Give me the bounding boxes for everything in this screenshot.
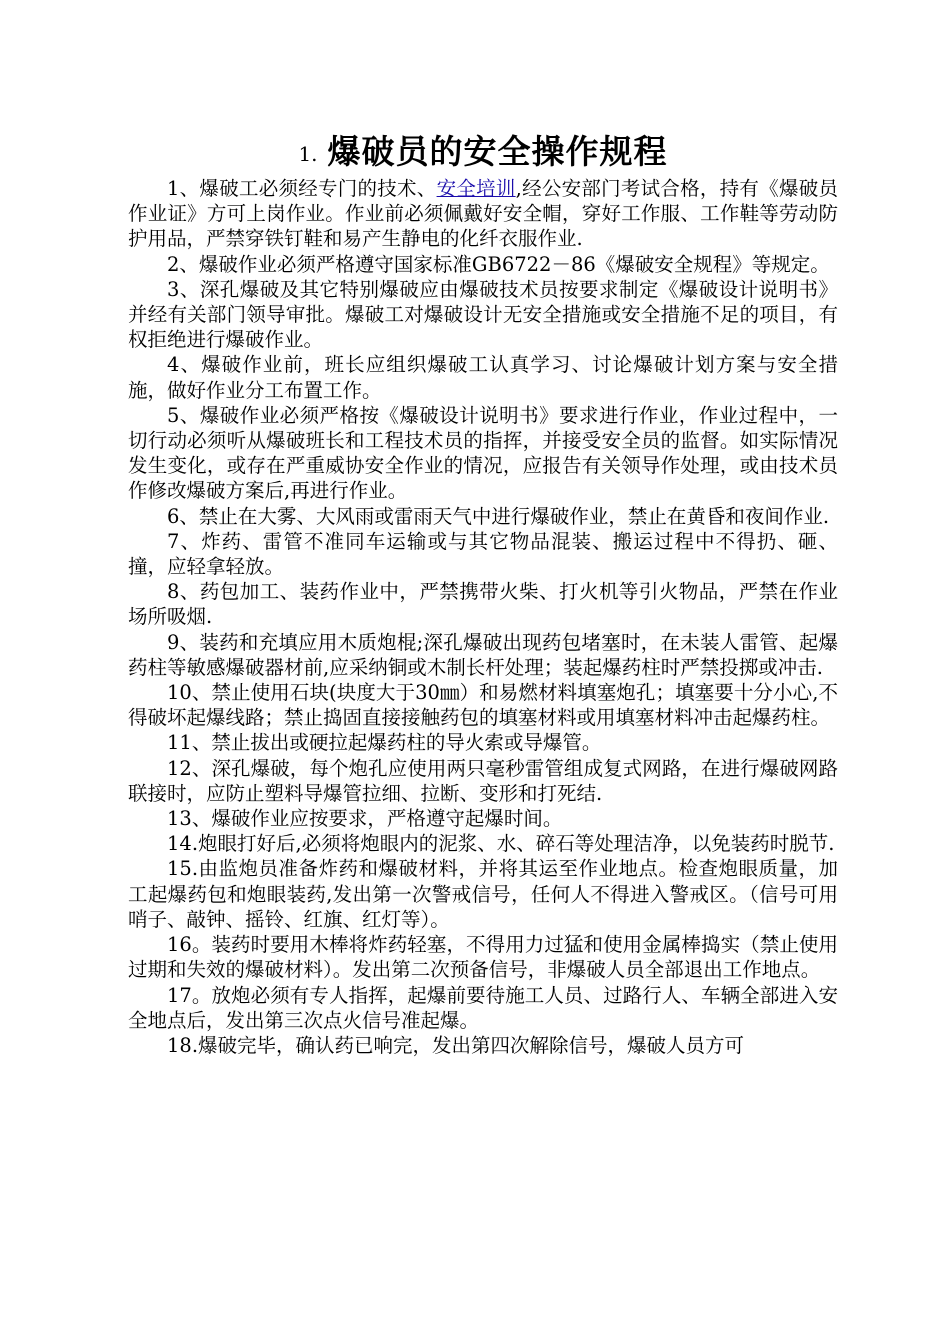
paragraph-5: 5、爆破作业必须严格按《爆破设计说明书》要求进行作业，作业过程中，一切行动必须听从爆破班长和工程技术员的指挥，并接受安全员的监督。如实际情况发生变化，或存在严重威协安全作业的情况，应报告有关领导作处理，或由技术员作修改爆破方案后,再进行作业。 (128, 403, 838, 503)
paragraph-12: 12、深孔爆破，每个炮孔应使用两只毫秒雷管组成复式网路，在进行爆破网路联接时，应防止塑料导爆管拉细、拉断、变形和打死结. (128, 756, 838, 805)
paragraph-16: 16。装药时要用木棒将炸药轻塞，不得用力过猛和使用金属棒捣实（禁止使用过期和失效的爆破材料）。发出第二次预备信号，非爆破人员全部退出工作地点。 (128, 933, 838, 982)
paragraph-10: 10、禁止使用石块(块度大于30㎜）和易燃材料填塞炮孔；填塞要十分小心,不得破坏起爆线路；禁止捣固直接接触药包的填塞材料或用填塞材料冲击起爆药柱。 (128, 681, 838, 730)
paragraph-9: 9、装药和充填应用木质炮棍;深孔爆破出现药包堵塞时，在未装人雷管、起爆药柱等敏感爆破器材前,应采纳铜或木制长杆处理；装起爆药柱时严禁投掷或冲击. (128, 630, 838, 679)
paragraph-3: 3、深孔爆破及其它特别爆破应由爆破技术员按要求制定《爆破设计说明书》并经有关部门领导审批。爆破工对爆破设计无安全措施或安全措施不足的项目，有权拒绝进行爆破作业。 (128, 277, 838, 352)
paragraph-7: 7、炸药、雷管不准同车运输或与其它物品混装、搬运过程中不得扔、砸、撞，应轻拿轻放。 (128, 529, 838, 579)
paragraph-1-text-after: ,经公安部门考试合格，持有《爆破员作业证》方可上岗作业。作业前必须佩戴好安全帽，穿好工作服、工作鞋等劳动防护用品，严禁穿铁钉鞋和易产生静电的化纤衣服作业. (128, 177, 838, 251)
paragraph-15: 15.由监炮员准备炸药和爆破材料，并将其运至作业地点。检查炮眼质量，加工起爆药包和炮眼装药,发出第一次警戒信号，任何人不得进入警戒区。（信号可用哨子、敲钟、摇铃、红旗、红灯等）。 (128, 857, 838, 931)
title-text: 爆破员的安全操作规程 (327, 132, 668, 171)
paragraph-2: 2、爆破作业必须严格遵守国家标准GB6722－86《爆破安全规程》等规定。 (167, 252, 830, 276)
paragraph-4: 4、爆破作业前，班长应组织爆破工认真学习、讨论爆破计划方案与安全措施，做好作业分工布置工作。 (128, 353, 838, 402)
paragraph-1-text-before: 1、爆破工必须经专门的技术、 (167, 177, 437, 200)
document-page (128, 130, 838, 1058)
paragraph-6: 6、禁止在大雾、大风雨或雷雨天气中进行爆破作业，禁止在黄昏和夜间作业. (167, 504, 830, 528)
paragraph-14: 14.炮眼打好后,必须将炮眼内的泥浆、水、碎石等处理洁净，以免装药时脱节. (167, 832, 835, 856)
title-number: 1. (298, 142, 318, 166)
paragraph-13: 13、爆破作业应按要求，严格遵守起爆时间。 (167, 807, 563, 831)
paragraph-18: 18.爆破完毕，确认药已响完，发出第四次解除信号，爆破人员方可 (167, 1033, 745, 1057)
paragraph-8: 8、药包加工、装药作业中，严禁携带火柴、打火机等引火物品，严禁在作业场所吸烟. (128, 580, 838, 629)
safety-training-link[interactable]: 安全培训 (436, 177, 516, 200)
paragraph-17: 17。放炮必须有专人指挥，起爆前要待施工人员、过路行人、车辆全部进入安全地点后，发出第三次点火信号准起爆。 (128, 983, 838, 1032)
paragraph-11: 11、禁止拔出或硬拉起爆药柱的导火索或导爆管。 (167, 731, 602, 755)
document-title (128, 130, 838, 174)
paragraph-1 (128, 176, 838, 252)
